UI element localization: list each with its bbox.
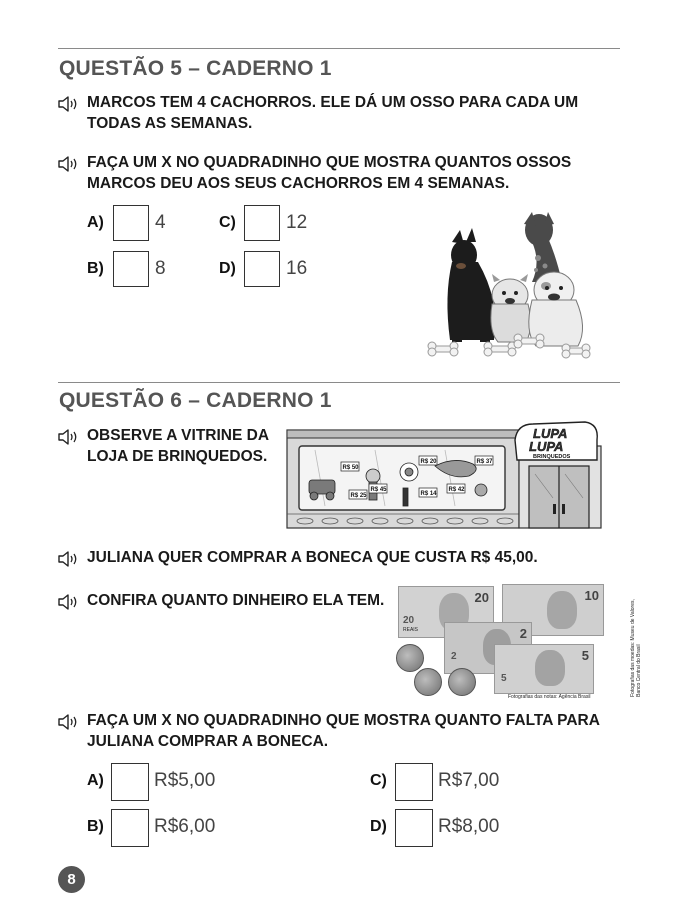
divider-middle — [58, 382, 620, 383]
bill-5 — [494, 644, 594, 694]
speaker-icon[interactable] — [57, 156, 79, 172]
speaker-icon[interactable] — [57, 594, 79, 610]
photo-credit-coins — [630, 599, 642, 697]
speaker-icon[interactable] — [57, 551, 79, 567]
juliana-statement: JULIANA QUER COMPRAR A BONECA QUE CUSTA R$ 45,00. — [87, 549, 538, 566]
question5-title: QUESTÃO 5 – CADERNO 1 — [59, 57, 332, 80]
option-c-checkbox[interactable] — [395, 763, 433, 801]
instruction-text: NO QUADRADINHO QUE MOSTRA QUANTO FALTA PARA — [171, 712, 600, 729]
instruction-line — [87, 710, 600, 731]
option-b-checkbox[interactable] — [113, 251, 149, 287]
option-a-checkbox[interactable] — [113, 205, 149, 241]
bill-value: 20 — [403, 615, 415, 626]
option-a-letter: A) — [87, 772, 104, 789]
store-sign-word: LUPA — [529, 439, 564, 454]
bill-currency: REAIS — [403, 627, 419, 633]
option-d-checkbox[interactable] — [244, 251, 280, 287]
divider-top — [58, 48, 620, 49]
option-b-letter: B) — [87, 818, 104, 835]
instruction-line: JULIANA COMPRAR A BONECA. — [87, 733, 329, 750]
bill-value: 5 — [581, 648, 589, 663]
option-d-value: R$8,00 — [438, 816, 500, 837]
question5-statement — [87, 92, 578, 134]
option-d-letter: D) — [370, 818, 387, 835]
instruction-line — [87, 152, 571, 173]
option-c-value: R$7,00 — [438, 770, 500, 791]
dogs-with-bones-image — [414, 200, 596, 364]
option-d-value: 16 — [286, 258, 308, 279]
price-tag: R$ 37 — [476, 459, 493, 465]
option-c-letter: C) — [370, 772, 387, 789]
store-sign-word: LUPA — [533, 426, 568, 441]
option-a-checkbox[interactable] — [111, 763, 149, 801]
instruction-x: X — [161, 712, 172, 729]
toy-store-window-image — [285, 418, 610, 534]
option-c-checkbox[interactable] — [244, 205, 280, 241]
photo-credit-notes: Fotografias das notas: Agência Brasil — [508, 694, 591, 700]
option-d-letter: D) — [219, 260, 236, 277]
coin — [396, 644, 424, 672]
bill-value: 10 — [584, 588, 599, 603]
instruction-line — [87, 173, 571, 194]
statement-line: OBSERVE A VITRINE DA — [87, 427, 270, 444]
question6-instruction — [87, 710, 600, 752]
option-b-letter: B) — [87, 260, 104, 277]
confira-statement: CONFIRA QUANTO DINHEIRO ELA TEM. — [87, 592, 385, 609]
instruction-emphasis: 4 SEMANAS — [414, 175, 505, 192]
bill-value: 2 — [451, 651, 457, 662]
option-a-value: R$5,00 — [154, 770, 216, 791]
bill-value: 5 — [501, 673, 507, 684]
option-b-value: 8 — [155, 258, 166, 279]
coin — [448, 668, 476, 696]
price-tag: R$ 50 — [342, 465, 359, 471]
bill-value: 2 — [519, 626, 527, 641]
price-tag: R$ 25 — [350, 493, 367, 499]
credit-line: Banco Central do Brasil — [635, 644, 642, 697]
price-tag: R$ 14 — [420, 491, 437, 497]
money-image — [394, 584, 642, 702]
instruction-text: FAÇA UM — [87, 712, 162, 729]
credit-line: Fotografias das moedas: Museu de Valores, — [629, 599, 636, 697]
speaker-icon[interactable] — [57, 714, 79, 730]
statement-line: TODAS AS SEMANAS. — [87, 115, 253, 132]
price-tag: R$ 42 — [448, 487, 465, 493]
option-c-value: 12 — [286, 212, 308, 233]
instruction-text: MARCOS DEU AOS SEUS CACHORROS EM — [87, 175, 415, 192]
option-a-letter: A) — [87, 214, 104, 231]
option-d-checkbox[interactable] — [395, 809, 433, 847]
option-b-value: R$6,00 — [154, 816, 216, 837]
statement-line: LOJA DE BRINQUEDOS. — [87, 448, 268, 465]
question5-instruction — [87, 152, 571, 194]
speaker-icon[interactable] — [57, 429, 79, 445]
instruction-x: X — [161, 154, 172, 171]
instruction-text: FAÇA UM — [87, 154, 162, 171]
store-sign-subtitle: BRINQUEDOS — [533, 454, 571, 460]
option-b-checkbox[interactable] — [111, 809, 149, 847]
option-c-letter: C) — [219, 214, 236, 231]
price-tag: R$ 45 — [370, 487, 387, 493]
bill-value: 20 — [474, 590, 489, 605]
instruction-text: NO QUADRADINHO QUE MOSTRA QUANTOS OSSOS — [171, 154, 572, 171]
option-a-value: 4 — [155, 212, 166, 233]
question6-title: QUESTÃO 6 – CADERNO 1 — [59, 389, 332, 412]
coin — [414, 668, 442, 696]
instruction-text: . — [504, 175, 510, 192]
statement-line: MARCOS TEM 4 CACHORROS. ELE DÁ UM OSSO PARA CADA UM — [87, 94, 579, 111]
observe-statement — [87, 425, 269, 467]
page-number: 8 — [58, 866, 85, 893]
speaker-icon[interactable] — [57, 96, 79, 112]
price-tag: R$ 20 — [420, 459, 437, 465]
